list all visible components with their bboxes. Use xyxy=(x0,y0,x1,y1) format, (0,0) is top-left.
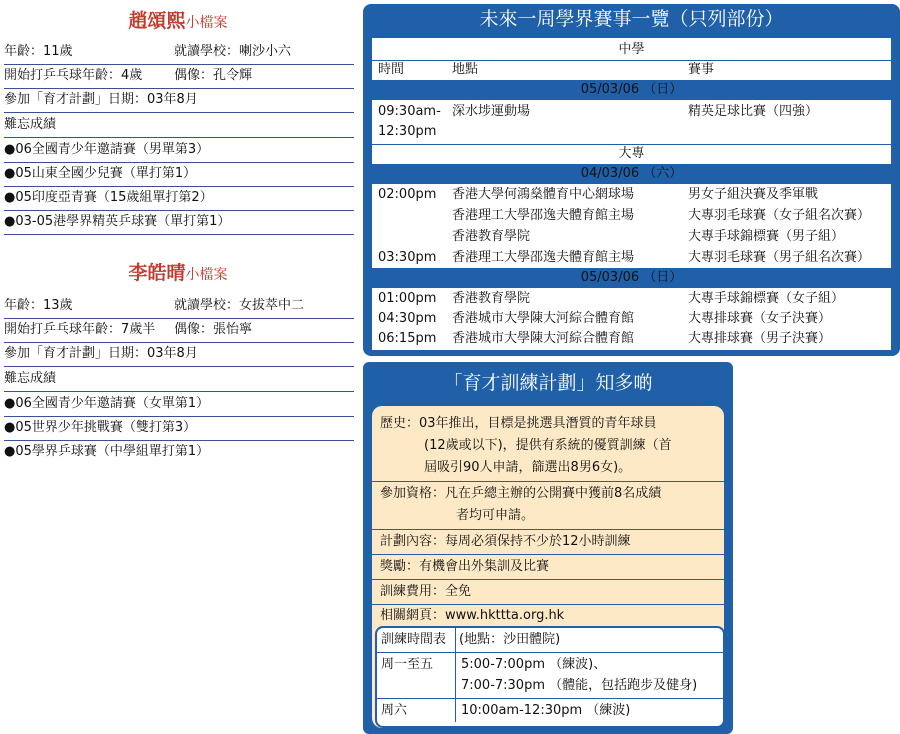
col-venue: 地點 xyxy=(452,62,479,77)
matches-table xyxy=(372,38,891,350)
r3-0-venue: 香港教育學院 xyxy=(452,291,531,306)
r3-0-time: 01:00pm xyxy=(378,291,437,306)
profile1-row-join xyxy=(4,88,354,113)
profile2-title xyxy=(0,258,356,285)
section-secondary: 中學 xyxy=(618,42,645,57)
r2-3-event: 大專羽毛球賽（男子組名次賽） xyxy=(688,250,871,265)
list-item: ●03-05港學界精英乒球賽（單打第1） xyxy=(4,214,231,229)
r3-1-event: 大專排球賽（女子決賽） xyxy=(688,311,832,326)
history-2: (12歲或以下)，提供有系統的優質訓練（首 xyxy=(424,438,672,453)
r2-2-venue: 香港教育學院 xyxy=(452,229,531,244)
r2-1-venue: 香港理工大學邵逸夫體育館主場 xyxy=(452,208,635,223)
r2-1-event: 大專羽毛球賽（女子組名次賽） xyxy=(688,208,871,223)
divider xyxy=(372,554,724,555)
divider xyxy=(372,604,724,605)
list-item: ●06全國青少年邀請賽（男單第3） xyxy=(4,142,210,157)
saturday-label: 周六 xyxy=(381,703,408,718)
plan-content: 計劃內容：每周必須保持不少於12小時訓練 xyxy=(380,534,631,549)
list-item: ●05世界少年挑戰賽（雙打第3） xyxy=(4,420,197,435)
profile1-ach-row xyxy=(4,162,354,187)
r2-0-venue: 香港大學何鴻燊體育中心網球場 xyxy=(452,187,635,202)
list-item: ●05學界乒球賽（中學組單打第1） xyxy=(4,444,210,459)
profile1-ach-row xyxy=(4,138,354,163)
profile2-start-age: 開始打乒乓球年齡：7歲半 xyxy=(4,322,156,337)
col-time: 時間 xyxy=(378,62,405,77)
profile1-name: 趙頌熙 xyxy=(128,10,186,32)
divider xyxy=(377,652,723,653)
r2-3-venue: 香港理工大學邵逸夫體育館主場 xyxy=(452,250,635,265)
training-title: 「育才訓練計劃」知多啲 xyxy=(443,372,653,394)
divider xyxy=(372,529,724,530)
profile1-age: 年齡：11歲 xyxy=(4,44,73,59)
weekday-slot-1: 5:00-7:00pm （練波)、 xyxy=(461,657,607,672)
profile2-row-join xyxy=(4,342,354,367)
profile2-sub: 小檔案 xyxy=(185,267,228,283)
profile2-ach-row xyxy=(4,440,354,464)
saturday-slot: 10:00am-12:30pm （練波) xyxy=(461,703,631,718)
r2-2-event: 大專手球錦標賽（男子組） xyxy=(688,229,845,244)
profile2-ach-row xyxy=(4,416,354,441)
profile1-join: 參加「育才計劃」日期：03年8月 xyxy=(4,92,198,107)
list-item: ●06全國青少年邀請賽（女單第1） xyxy=(4,396,210,411)
r3-1-venue: 香港城市大學陳大河綜合體育館 xyxy=(452,311,635,326)
r2-0-event: 男女子組決賽及季軍戰 xyxy=(688,187,819,202)
profile1-ach-row xyxy=(4,186,354,211)
weekday-slot-2: 7:00-7:30pm （體能，包括跑步及健身) xyxy=(461,678,698,693)
eligibility-2: 者均可申請。 xyxy=(456,508,535,523)
r3-2-event: 大專排球賽（男子決賽） xyxy=(688,331,832,346)
r3-2-venue: 香港城市大學陳大河綜合體育館 xyxy=(452,331,635,346)
m1-event: 精英足球比賽（四強） xyxy=(688,104,819,119)
eligibility-1: 參加資格：凡在乒總主辦的公開賽中獲前8名成績 xyxy=(380,486,662,501)
profile2-ach-header: 難忘成績 xyxy=(4,371,57,386)
training-schedule xyxy=(375,626,725,728)
schedule-head-label: 訓練時間表 xyxy=(381,632,447,647)
weekday-label: 周一至五 xyxy=(381,657,434,672)
date-2: 04/03/06 （六） xyxy=(580,166,683,181)
profile2-idol: 偶像：張怡寧 xyxy=(174,322,253,337)
reward: 獎勵：有機會出外集訓及比賽 xyxy=(380,559,550,574)
r2-0-time: 02:00pm xyxy=(378,187,437,202)
date-1: 05/03/06 （日） xyxy=(580,82,683,97)
divider xyxy=(372,579,724,580)
profile1-start-age: 開始打乒乓球年齡：4歲 xyxy=(4,68,143,83)
m1-venue: 深水埗運動場 xyxy=(452,104,531,119)
r2-3-time: 03:30pm xyxy=(378,250,437,265)
profile1-school: 就讀學校：喇沙小六 xyxy=(174,44,292,59)
m1-time-b: 12:30pm xyxy=(378,124,437,139)
profile1-idol: 偶像：孔令輝 xyxy=(174,68,253,83)
profile2-join: 參加「育才計劃」日期：03年8月 xyxy=(4,346,198,361)
r3-0-event: 大專手球錦標賽（女子組） xyxy=(688,291,845,306)
profile1-ach-row xyxy=(4,210,354,235)
profile1-sub: 小檔案 xyxy=(185,15,228,31)
divider xyxy=(455,628,456,722)
divider xyxy=(372,481,724,482)
r3-2-time: 06:15pm xyxy=(378,331,437,346)
list-item: ●05山東全國少兒賽（單打第1） xyxy=(4,166,197,181)
profile1-ach-header: 難忘成績 xyxy=(4,117,57,132)
profile2-name: 李皓晴 xyxy=(128,262,186,284)
history-3: 屆吸引90人申請，篩選出8男6女)。 xyxy=(424,460,632,475)
r3-1-time: 04:30pm xyxy=(378,311,437,326)
profile2-school: 就讀學校：女拔萃中二 xyxy=(174,298,305,313)
matches-title: 未來一周學界賽事一覽（只列部份） xyxy=(479,8,784,30)
profile1-row-start xyxy=(4,64,354,89)
website: 相關網頁：www.hkttta.org.hk xyxy=(380,608,565,623)
list-item: ●05印度亞青賽（15歲組單打第2） xyxy=(4,190,213,205)
date-3: 05/03/06 （日） xyxy=(580,270,683,285)
profile1-title xyxy=(0,6,356,33)
divider xyxy=(377,698,723,699)
divider xyxy=(372,60,891,61)
fee: 訓練費用：全免 xyxy=(380,584,472,599)
m1-time-a: 09:30am- xyxy=(378,104,441,119)
profile2-ach-row xyxy=(4,392,354,417)
schedule-head-venue: (地點：沙田體院) xyxy=(459,632,561,647)
history-1: 歷史：03年推出，目標是挑選具潛質的青年球員 xyxy=(380,416,657,431)
profile2-age: 年齡：13歲 xyxy=(4,298,73,313)
profile2-row-ach-header xyxy=(4,367,354,392)
profile1-row-ach-header xyxy=(4,113,354,138)
col-event: 賽事 xyxy=(688,62,715,77)
section-tertiary: 大專 xyxy=(618,146,645,161)
profile2-row-start xyxy=(4,318,354,343)
training-info xyxy=(372,406,724,728)
profile1-row-age xyxy=(4,40,354,65)
matches-panel xyxy=(363,4,900,356)
training-panel xyxy=(363,362,733,734)
profile2-row-age xyxy=(4,294,354,319)
